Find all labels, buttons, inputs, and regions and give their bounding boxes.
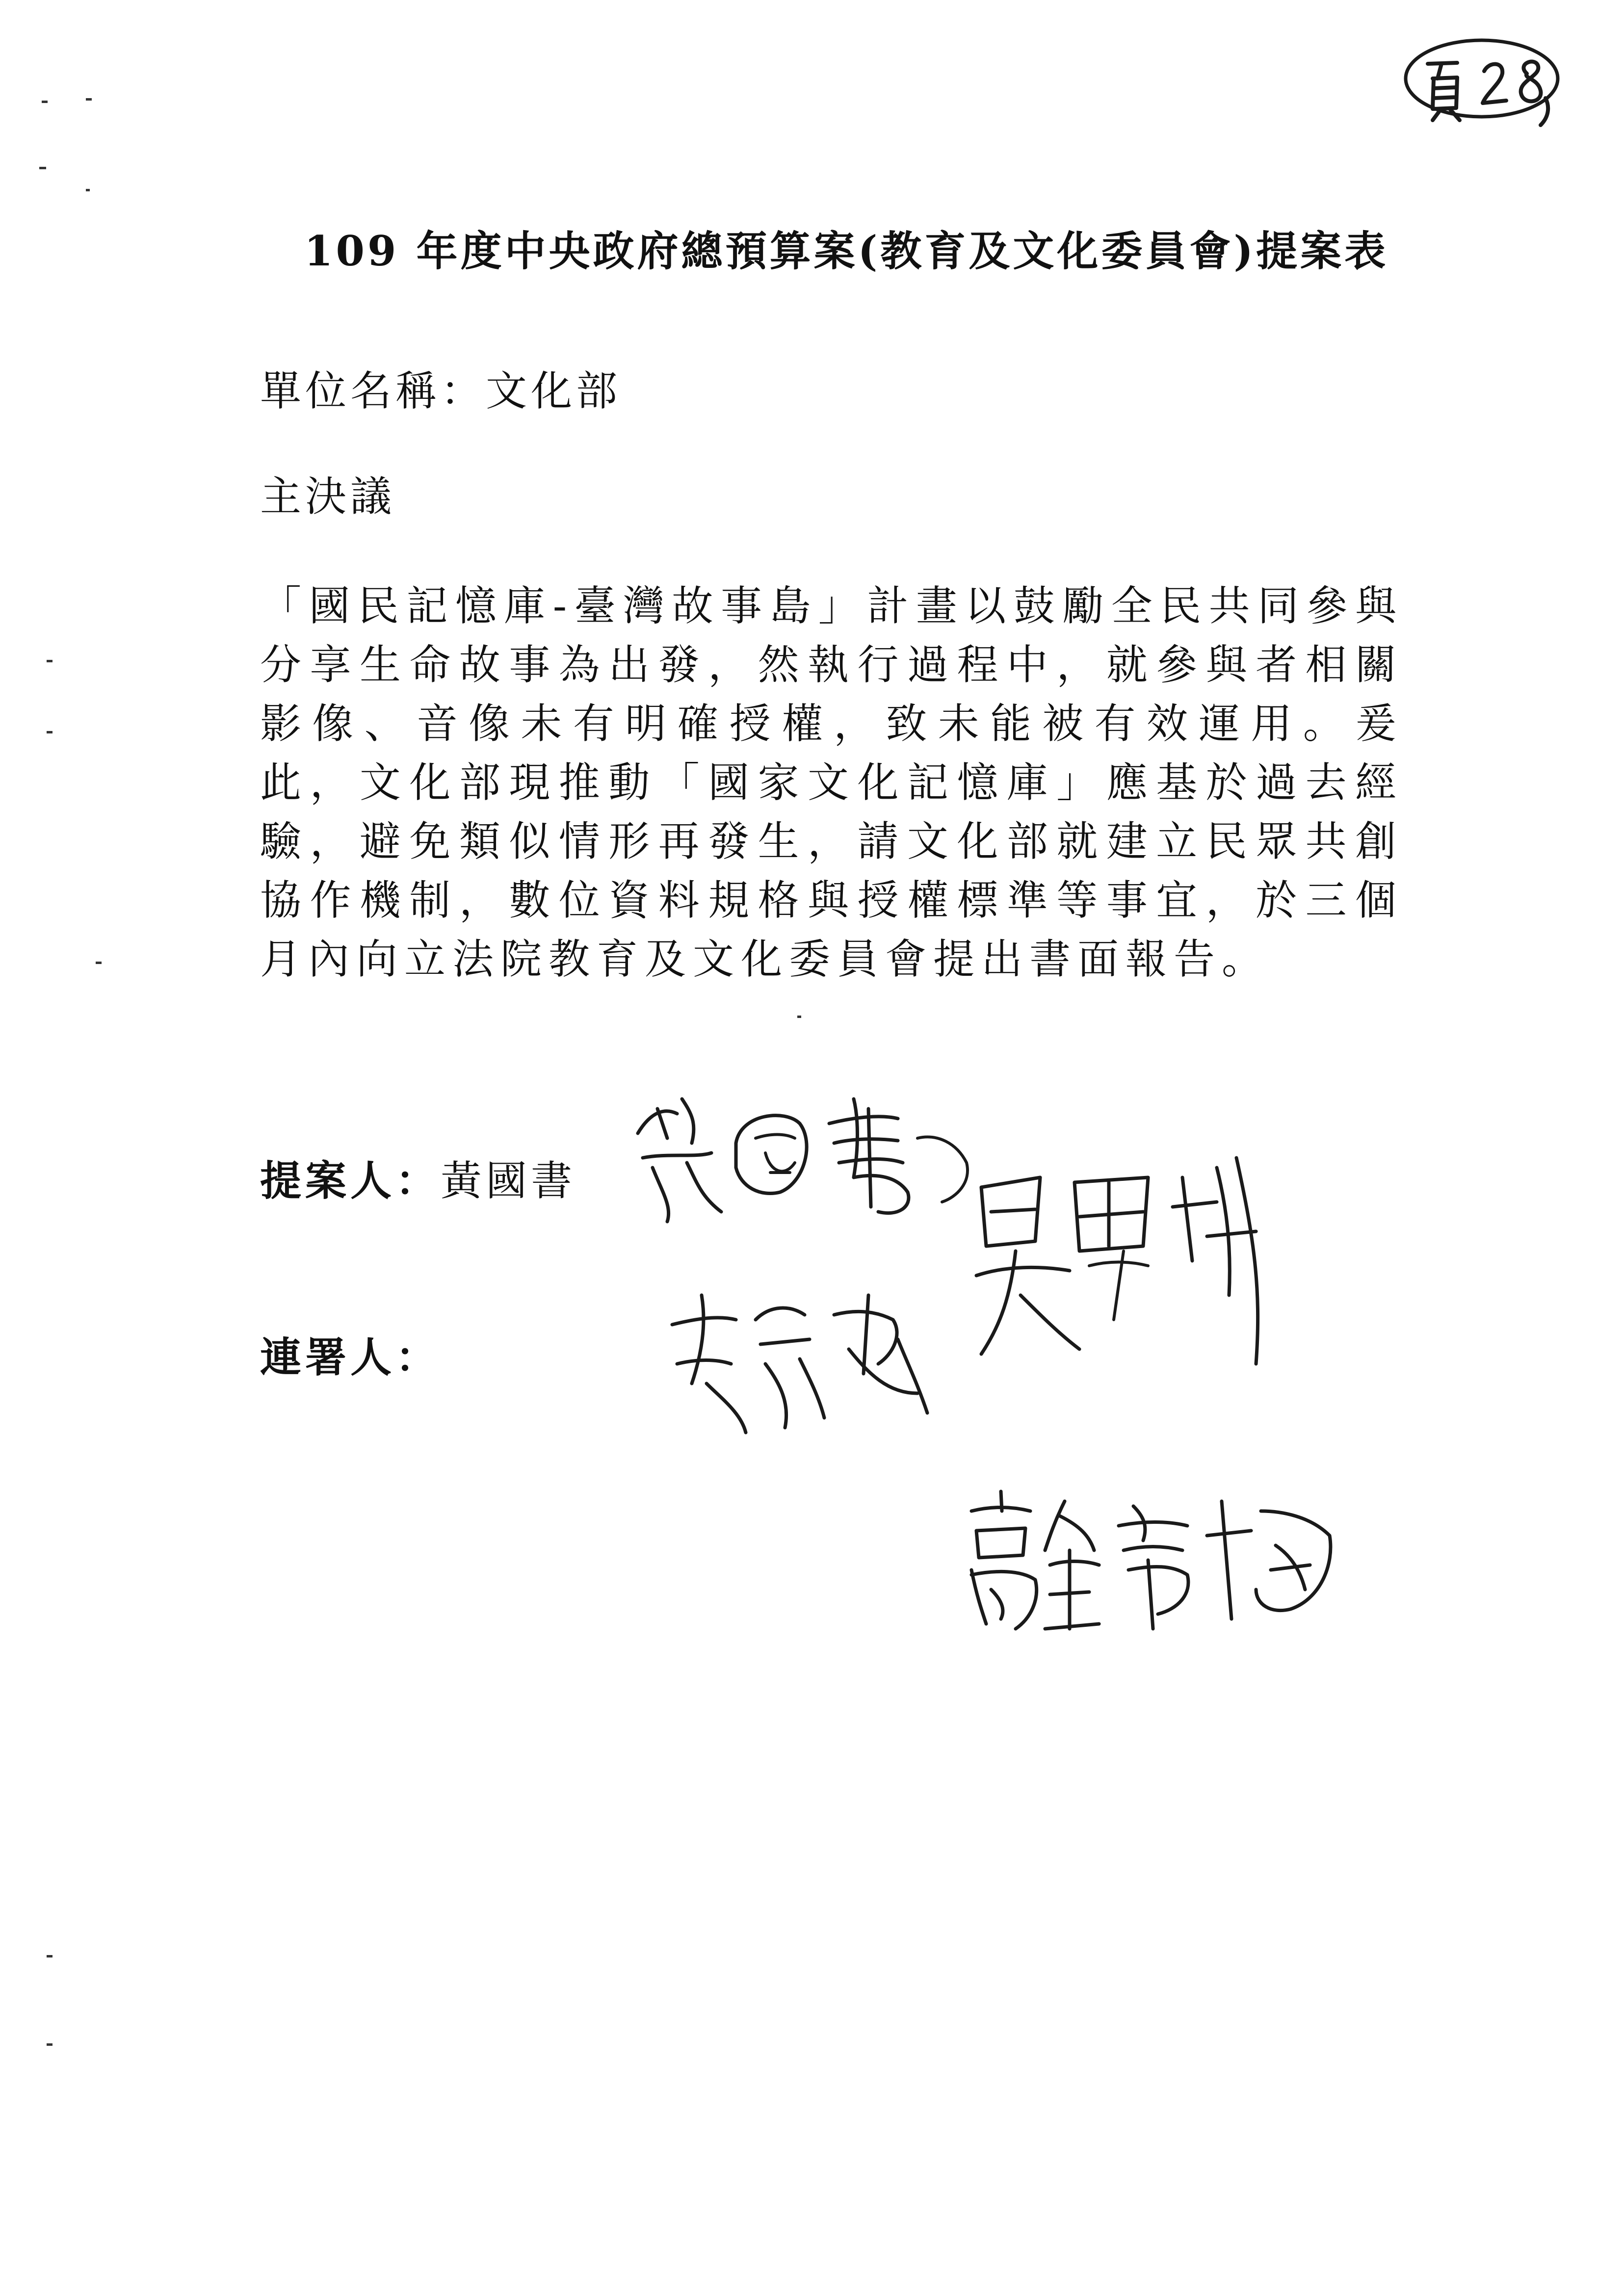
signature-drawing [957, 1482, 1349, 1639]
scan-speck [86, 98, 92, 101]
scan-speck [47, 2043, 52, 2046]
proposer-name: 黃國書 [441, 1157, 576, 1205]
scan-speck [797, 1016, 801, 1018]
unit-name-line: 單位名稱：文化部 [260, 367, 622, 415]
signature-cosigner-1 [962, 1148, 1285, 1374]
section-heading: 主決議 [260, 472, 396, 521]
scan-speck [47, 660, 52, 662]
signature-cosigner-3 [957, 1482, 1349, 1639]
scan-speck [96, 962, 102, 964]
handwritten-page-mark [1398, 25, 1575, 132]
scan-speck [47, 1955, 52, 1957]
scan-speck [47, 731, 52, 733]
signature-proposer [623, 1079, 986, 1226]
resolution-body: 「國民記憶庫-臺灣故事島」計畫以鼓勵全民共同參與分享生命故事為出發，然執行過程中，就參與者相關影像、音像未有明確授權，致未能被有效運用。爰此，文化部現推動「國家文化記憶庫」應基於過去經驗，避免類似情形再發生，請文化部就建立民眾共創協作機制，數位資料規格與授權標準等事宜，於三個月內向立法院教育及文化委員會提出書面報告。 [260, 582, 1403, 983]
cosigner-label: 連署人： [260, 1333, 441, 1382]
page-mark-drawing [1398, 25, 1575, 132]
signature-drawing [962, 1148, 1285, 1374]
cosigner-row [260, 1325, 441, 1384]
scan-speck [86, 189, 90, 191]
scan-speck [39, 167, 46, 169]
signature-drawing [623, 1079, 986, 1226]
proposer-label: 提案人： [260, 1156, 441, 1205]
proposer-row [260, 1148, 576, 1207]
document-title: 109 年度中央政府總預算案(教育及文化委員會)提案表 [304, 227, 1389, 275]
scan-speck [42, 101, 48, 103]
signature-drawing [662, 1266, 937, 1452]
signature-cosigner-2 [662, 1266, 937, 1452]
